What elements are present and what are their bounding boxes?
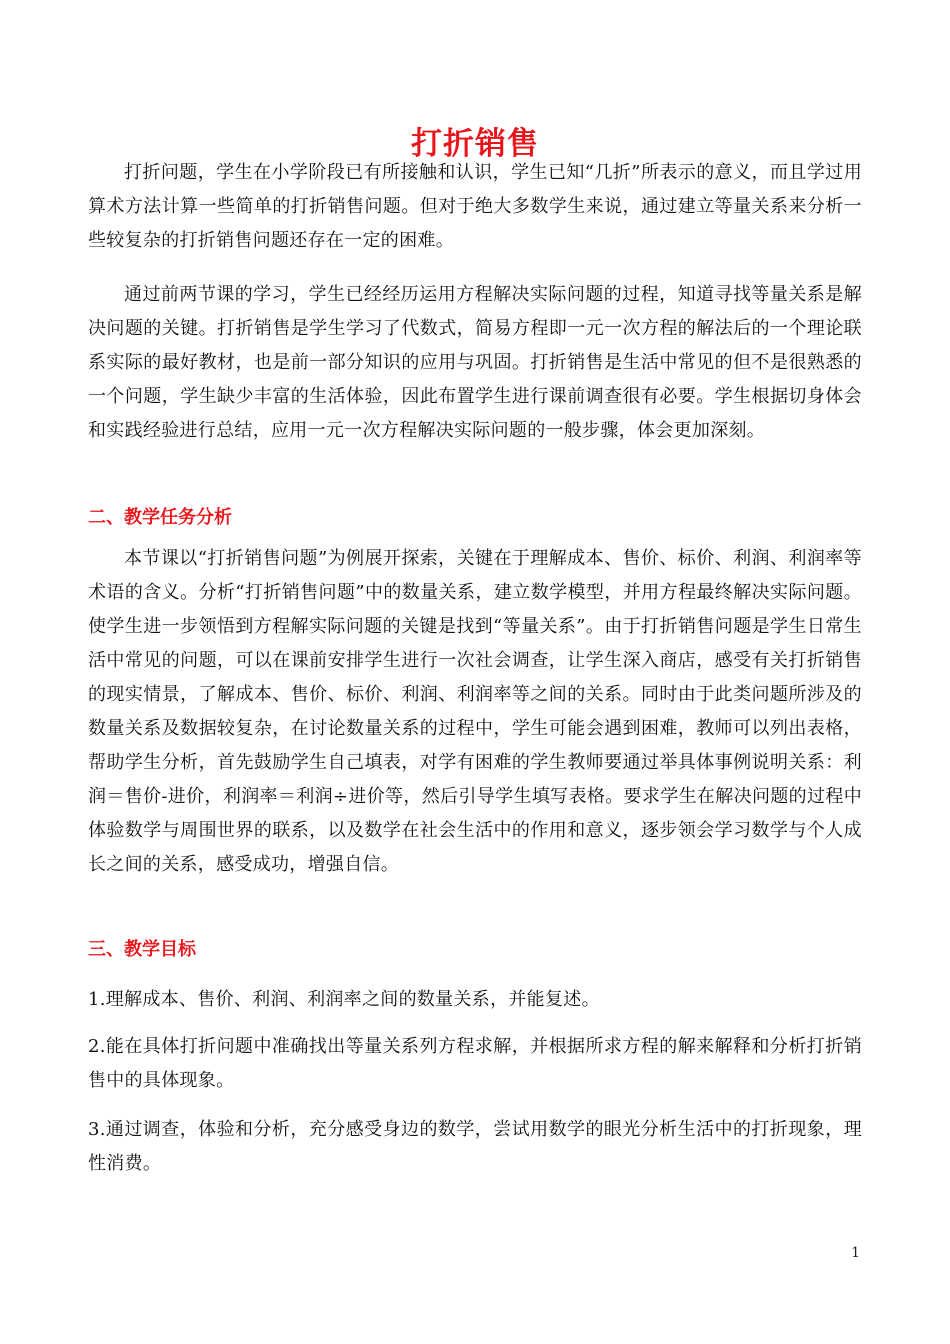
intro-paragraph-2: 通过前两节课的学习，学生已经经历运用方程解决实际问题的过程，知道寻找等量关系是解决问题的关键。打折销售是学生学习了代数式，简易方程即一元一次方程的解法后的一个理论联系实际的最好教材，也是前一部分知识的应用与巩固。打折销售是生活中常见的但不是很熟悉的一个问题，学生缺少丰富的生活体验，因此布置学生进行课前调查很有必要。学生根据切身体会和实践经验进行总结，应用一元一次方程解决实际问题的一般步骤，体会更加深刻。 <box>88 284 862 441</box>
page-title: 打折销售 <box>411 125 539 162</box>
task-analysis-paragraph: 本节课以“打折销售问题”为例展开探索，关键在于理解成本、售价、标价、利润、利润率等术语的含义。分析“打折销售问题”中的数量关系，建立数学模型，并用方程最终解决实际问题。使学生进一步领悟到方程解实际问题的关键是找到“等量关系”。由于打折销售问题是学生日常生活中常见的问题，可以在课前安排学生进行一次社会调查，让学生深入商店，感受有关打折销售的现实情景，了解成本、售价、标价、利润、利润率等之间的关系。同时由于此类问题所涉及的数量关系及数据较复杂，在讨论数量关系的过程中，学生可能会遇到困难，教师可以列出表格，帮助学生分析，首先鼓励学生自己填表，对学有困难的学生教师要通过举具体事例说明关系：利润＝售价-进价，利润率＝利润÷进价等，然后引导学生填写表格。要求学生在解决问题的过程中体验数学与周围世界的联系，以及数学在社会生活中的作用和意义，逐步领会学习数学与个人成长之间的关系，感受成功，增强自信。 <box>88 548 862 875</box>
page-number: 1 <box>851 1245 860 1261</box>
objective-item: 2.能在具体打折问题中准确找出等量关系列方程求解，并根据所求方程的解来解释和分析打折销售中的具体现象。 <box>88 1036 862 1091</box>
section-heading-task-analysis: 二、教学任务分析 <box>88 507 232 528</box>
section-heading-objectives: 三、教学目标 <box>88 939 196 960</box>
objective-item: 1.理解成本、售价、利润、利润率之间的数量关系，并能复述。 <box>88 989 600 1010</box>
objective-item: 3.通过调查，体验和分析，充分感受身边的数学，尝试用数学的眼光分析生活中的打折现象，理性消费。 <box>88 1119 862 1174</box>
intro-paragraph-1: 打折问题，学生在小学阶段已有所接触和认识，学生已知“几折”所表示的意义，而且学过用算术方法计算一些简单的打折销售问题。但对于绝大多数学生来说，通过建立等量关系来分析一些较复杂的打折销售问题还存在一定的困难。 <box>88 162 862 251</box>
